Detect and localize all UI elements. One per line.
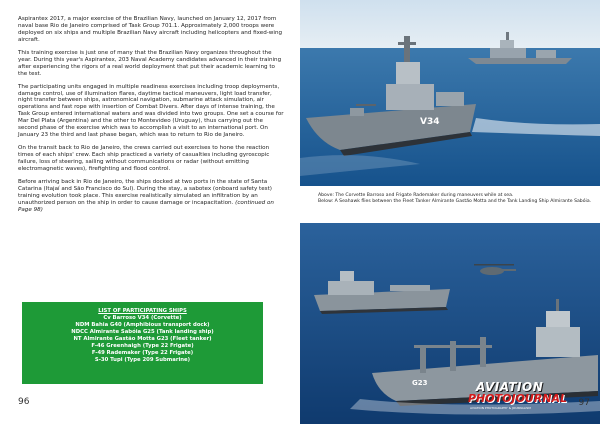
svg-text:V34: V34 <box>420 117 440 127</box>
photo-corvette-frigate-image <box>300 0 600 186</box>
ship-list-title: LIST OF PARTICIPATING SHIPS <box>98 308 187 314</box>
ship-list-item: NT Almirante Gastão Motta G23 (Fleet tanker) <box>73 336 212 342</box>
paragraph-5 <box>18 179 284 214</box>
ship-list-item: Cv Barroso V34 (Corvette) <box>103 315 182 321</box>
paragraph-4: On the transit back to Rio de Janeiro, the crews carried out exercises to hone the reaction times of each ships' crew. Each ship practiced a variety of casualties including gyroscopic failure, loss of steering, sailing without communications or radar (without emitting electromagnetic waves), firefighting and flood control. <box>18 145 270 172</box>
logo-line-aviation: AVIATION <box>476 380 544 394</box>
article-body <box>18 16 284 220</box>
logo-tagline: AVIATION PHOTOGRAPHY & JOURNALISM <box>470 406 531 410</box>
caption-above: Above: The Corvette Barroso and Frigate Rademaker during maneuvers while at sea. <box>318 193 514 198</box>
photo-caption <box>318 193 593 205</box>
paragraph-1: Aspirantex 2017, a major exercise of the Brazilian Navy, launched on January 12, 2017 from naval base Rio de Janeiro comprised of Task Group 701.1. Approximately 2,000 troops were deployed on six ships and multiple Brazilian Navy aircraft including helicopters and fixed-wing aircraft. <box>18 16 283 43</box>
photo-corvette-frigate <box>300 0 600 186</box>
ship-list-item: F-49 Rademaker (Type 22 Frigate) <box>91 350 194 356</box>
caption-below: Below: A Seahawk flies between the Fleet Tanker Almirante Gastão Motta and the Tank Landing Ship Almirante Sabóia. <box>318 198 592 204</box>
paragraph-2: This training exercise is just one of many that the Brazilian Navy organizes throughout the year. During this year's Aspirantex, 203 Naval Academy candidates advanced in their training after experiencing the rigors of a real world deployment that put their academic learning to the test. <box>18 49 282 77</box>
continued-note: (continued on Page 98) <box>18 199 274 213</box>
paragraph-5-text: Before arriving back in Rio de Janeiro, the ships docked at two ports in the state of Santa Catarina (Itajaí and São Francisco do Sul). During the stay, a sabotex (onboard safety test) training evolution took place. This exercise realistically simulated an infiltration by an unauthorized person on the ship in order to cause damage or incapacitation. <box>18 178 272 206</box>
ship-list-item: NDCC Almirante Sabóia G25 (Tank landing ship) <box>71 329 214 335</box>
paragraph-3: The participating units engaged in multiple readiness exercises including troop deployments, damage control, use of illumination flares, daytime tactical maneuvers, light load transfer, night transfer between ships, astronomical navigation, submarine attack simulation, air operations and fast rope with insertion of Combat Divers. After days of intense training, the Task Group entered international waters and was divided into two groups. One set a course for Mar Del Plata (Argentina) and the other to Montevideo (Uruguay), thus carrying out the second phase of the exercise which was to accomplish a visit to an international port. On January 23 the third and last phase began, which was to return to Rio de Janeiro. <box>18 83 284 138</box>
svg-text:G23: G23 <box>412 379 428 387</box>
ship-list-item: F-46 Greenhaigh (Type 22 Frigate) <box>91 343 194 349</box>
page-number-left: 96 <box>18 397 30 407</box>
ship-list-box <box>22 302 263 384</box>
ship-list-item: NDM Bahia G40 (Amphibious transport dock) <box>75 322 210 328</box>
page-number-right: 97 <box>578 398 590 408</box>
right-page <box>300 0 600 424</box>
ship-list-item: S-30 Tupi (Type 209 Submarine) <box>94 357 191 363</box>
logo-line-photojournal: PHOTOJOURNAL <box>468 392 568 405</box>
aviation-photojournal-logo <box>468 380 572 414</box>
